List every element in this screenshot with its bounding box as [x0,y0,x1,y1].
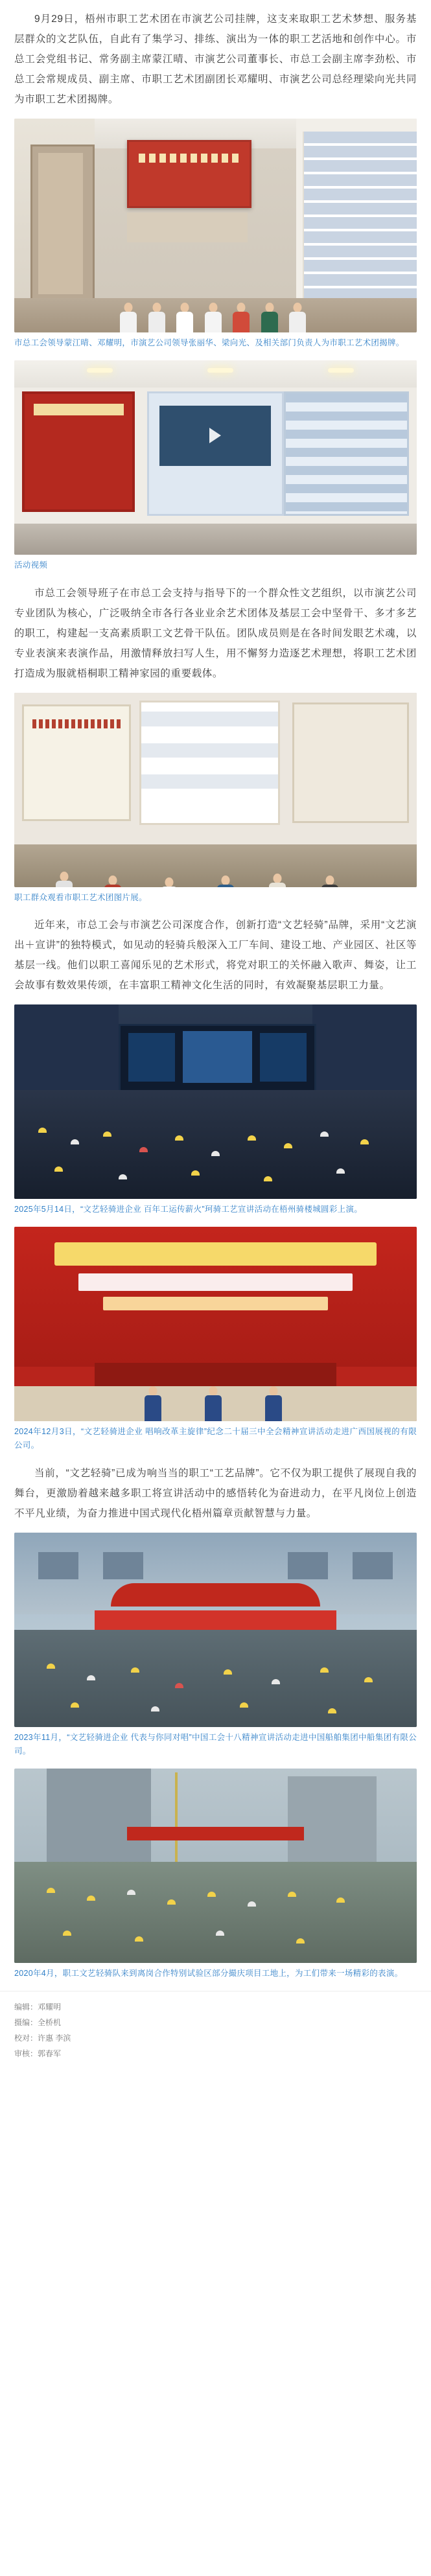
figure-construction-site [14,1769,417,1980]
credit-proofreader: 校对：许惠 李滨 [14,2034,71,2043]
figure-unveiling-ceremony-caption: 市总工会领导蒙江晴、邓耀明，市演艺公司领导张丽华、梁向光、及相关部门负责人为市职工艺术团揭牌。 [14,338,404,347]
floor [14,524,417,555]
play-icon[interactable] [209,428,221,443]
figure-red-stage-event-image [14,1227,417,1421]
figure-construction-site-caption: 2020年4月，职工文艺轻骑队来到离岗合作特别试验区部分撮庆项目工地上，为工们带来一场精彩的表演。 [14,1969,403,1978]
backdrop-title-line-1 [54,1242,377,1266]
figure-workers-visiting-caption: 职工群众观看市职工艺术团图片展。 [14,892,147,902]
credit-editor: 编辑：邓耀明 [14,2002,62,2012]
figure-red-stage-event-caption: 2024年12月3日，“文艺轻骑进企业 唱响改革主旋律”纪念二十届三中全会精神宣讲活动走进广西国展视的有限公司。 [14,1427,417,1450]
figure-outdoor-stage-arch-image [14,1533,417,1727]
figure-night-square-performance-caption: 2025年5月14日，“文艺轻骑进企业 百年工运传薪火”珂骑工艺宣讲活动在梧州骑楼城圆彩上演。 [14,1204,363,1214]
figure-red-stage-event [14,1227,417,1453]
figure-exhibition-hall-caption[interactable]: 活动视频 [14,561,48,570]
figure-exhibition-hall-image [14,360,417,555]
stage-banner [95,1610,336,1630]
video-panel [147,391,284,516]
photo-exhibit-panel [284,391,408,516]
red-exhibit-panel [22,391,135,512]
ceiling-lamp [328,368,354,373]
exhibit-board-right [292,702,409,823]
figure-workers-visiting-image [14,693,417,887]
paragraph-1: 9月29日，梧州市职工艺术团在市演艺公司挂牌，这支来取职工艺术梦想、服务基层群众的文艺队伍，自此有了集学习、排练、演出为一体的职工艺活地和创作中心。市总工会党组书记、常务副主席蒙江晴、市演艺公司董事长、市总工会副主席李劲松、市总工会常规成员、副主席、市职工艺术团副团长邓耀明、市演艺公司总经理梁向光共同为市职工艺术团揭牌。 [14,14,417,105]
paragraph-4: 当前，“文艺轻骑”已成为响当当的职工“工艺品牌”。它不仅为职工提供了展现自我的舞台，更激励着越来越多职工将宣讲活动中的感悟转化为奋进动力，在平凡岗位上创造不平凡业绩，为奋力推进中国式现代化梧州篇章贡献智慧与力量。 [14,1467,417,1519]
backdrop-title-line-3 [103,1297,329,1310]
crane [175,1772,178,1870]
podium [95,1363,336,1386]
red-plaque [127,140,251,208]
door [38,153,82,294]
credit-reviewer: 审核：郭春军 [14,2049,62,2059]
plaque-base [127,213,248,242]
crowd [14,1090,417,1199]
ceiling-lamp [207,368,233,373]
crowd [14,1630,417,1727]
red-arch [111,1583,320,1607]
ceiling [14,360,417,391]
red-banner [127,1827,304,1840]
figure-outdoor-stage-arch [14,1533,417,1759]
paragraph-2: 市总工会领导班子在市总工会支持与指导下的一个群众性文艺组织，以市演艺公司专业团队为核心，广泛吸纳全市各行各业业余艺术团体及基层工会中坚骨干、多才多艺的职工，构建起一支高素质职工文艺骨干队伍。团队成员则是在各时间发眼艺术魂，以专业表演来表演作品，用激情释放扫写人生，用不懈努力造逐艺术理想，将职工艺术团打造成为服就梧桐职工精神家园的重要载体。 [14,587,417,679]
figure-night-square-performance-image [14,1004,417,1199]
figure-outdoor-stage-arch-caption: 2023年11月，“文艺轻骑进企业 代表与你同对唱”中国工会十八精神宣讲活动走进中国船舶集团中船集团有限公司。 [14,1732,417,1756]
building-left [14,1004,119,1094]
photo-wall [303,132,417,311]
paragraph-3: 近年来，市总工会与市演艺公司深度合作，创新打造“文艺轻骑”品牌，采用“文艺演出＋宣讲”的独特模式，如见动的轻骑兵般深入工厂车间、建设工地、产业园区、社区等基层一线。他们以职工喜闻乐见的艺术形式，将党对职工的关怀融入歌声、舞姿，让工会故事有数效果传颂，在丰富职工精神文化生活的同时，有效凝聚基层职工力量。 [14,919,417,991]
figure-construction-site-image [14,1769,417,1963]
figure-unveiling-ceremony-image [14,119,417,332]
building-right [312,1004,417,1090]
exhibit-board-center [139,701,280,825]
exhibit-board-left [22,704,130,821]
stage [119,1024,316,1098]
ground [14,1862,417,1963]
floor [14,844,417,887]
ceiling-lamp [87,368,113,373]
figure-exhibition-hall [14,360,417,572]
figure-night-square-performance [14,1004,417,1216]
credits-block [0,1991,431,2078]
credit-photographer: 摄编：全桥机 [14,2018,62,2028]
figure-workers-visiting [14,693,417,905]
building-under-construction [47,1769,151,1877]
building-under-construction-2 [288,1776,377,1874]
backdrop-title-line-2 [78,1273,352,1291]
figure-unveiling-ceremony [14,119,417,350]
